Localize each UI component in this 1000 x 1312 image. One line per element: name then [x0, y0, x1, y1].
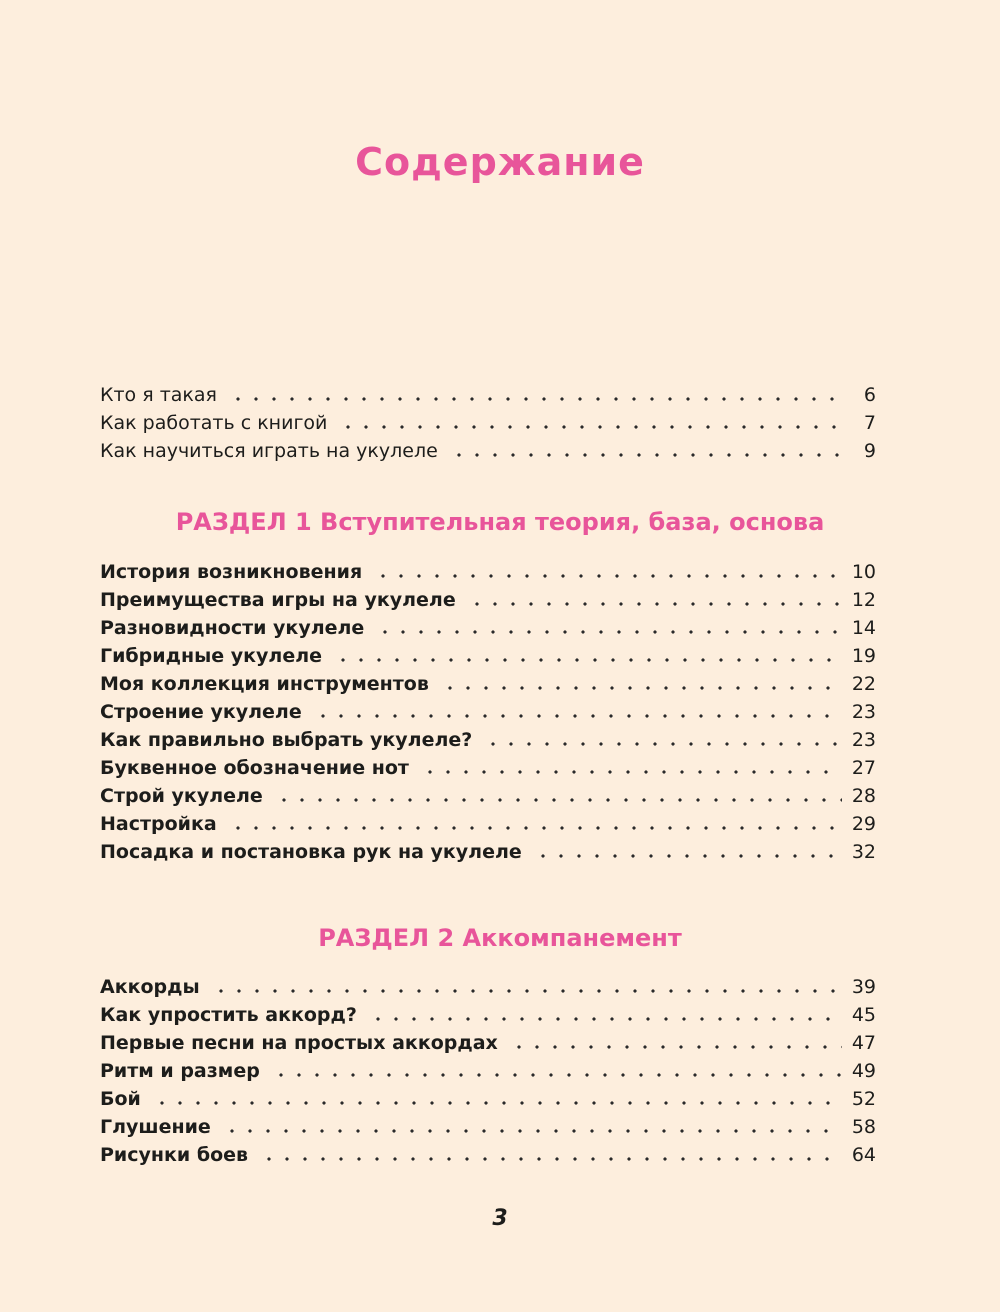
toc-entry-label: Как работать с книгой — [100, 412, 328, 434]
toc-entry[interactable] — [100, 698, 876, 726]
toc-entry[interactable] — [100, 614, 876, 642]
dot-leader — [328, 658, 842, 662]
toc-entry-label: Посадка и постановка рук на укулеле — [100, 841, 522, 863]
toc-entry-label: Ритм и размер — [100, 1060, 260, 1082]
dot-leader — [368, 574, 842, 578]
dot-leader — [206, 989, 842, 993]
toc-entry-label: Бой — [100, 1088, 141, 1110]
dot-leader — [223, 826, 842, 830]
toc-entry[interactable] — [100, 381, 876, 409]
toc-entry[interactable] — [100, 1001, 876, 1029]
toc-entry[interactable] — [100, 1085, 876, 1113]
toc-entry-page: 32 — [851, 841, 876, 863]
dot-leader — [266, 1073, 842, 1077]
dot-leader — [223, 397, 842, 401]
toc-entry[interactable] — [100, 726, 876, 754]
toc-entry-page: 6 — [863, 384, 876, 406]
toc-entry[interactable] — [100, 642, 876, 670]
toc-entry-page: 12 — [851, 589, 876, 611]
toc-entry-label: Кто я такая — [100, 384, 217, 406]
dot-leader — [308, 714, 842, 718]
toc-entry-label: Настройка — [100, 813, 217, 835]
dot-leader — [504, 1045, 842, 1049]
toc-entry[interactable] — [100, 973, 876, 1001]
toc-section-2 — [100, 973, 876, 1169]
toc-entry[interactable] — [100, 838, 876, 866]
toc-entry-label: Как упростить аккорд? — [100, 1004, 357, 1026]
dot-leader — [462, 602, 842, 606]
toc-entry-label: Как правильно выбрать укулеле? — [100, 729, 473, 751]
page-title: Содержание — [355, 140, 645, 184]
dot-leader — [478, 742, 842, 746]
toc-entry-label: История возникновения — [100, 561, 363, 583]
toc-entry-page: 23 — [851, 729, 876, 751]
section-2-heading: РАЗДЕЛ 2 Аккомпанемент — [318, 924, 682, 952]
toc-entry-label: Рисунки боев — [100, 1144, 249, 1166]
toc-entry-page: 45 — [851, 1004, 876, 1026]
toc-entry-page: 14 — [851, 617, 876, 639]
toc-entry[interactable] — [100, 1141, 876, 1169]
toc-entry-label: Гибридные укулеле — [100, 645, 323, 667]
page-number: 3 — [492, 1206, 508, 1231]
toc-section-1 — [100, 558, 876, 866]
toc-entry[interactable] — [100, 437, 876, 465]
toc-intro — [100, 381, 876, 465]
toc-entry[interactable] — [100, 782, 876, 810]
toc-entry-label: Строение укулеле — [100, 701, 302, 723]
toc-entry[interactable] — [100, 1113, 876, 1141]
toc-entry[interactable] — [100, 1029, 876, 1057]
toc-entry[interactable] — [100, 558, 876, 586]
toc-entry-page: 27 — [851, 757, 876, 779]
toc-entry-label: Разновидности укулеле — [100, 617, 365, 639]
dot-leader — [147, 1101, 842, 1105]
dot-leader — [370, 630, 842, 634]
dot-leader — [269, 798, 842, 802]
toc-entry-page: 64 — [851, 1144, 876, 1166]
toc-entry-label: Как научиться играть на укулеле — [100, 440, 438, 462]
toc-entry-label: Первые песни на простых аккордах — [100, 1032, 498, 1054]
toc-entry-label: Буквенное обозначение нот — [100, 757, 409, 779]
toc-entry[interactable] — [100, 670, 876, 698]
toc-entry-page: 52 — [851, 1088, 876, 1110]
toc-entry-page: 10 — [851, 561, 876, 583]
toc-entry[interactable] — [100, 409, 876, 437]
toc-entry[interactable] — [100, 586, 876, 614]
toc-entry-label: Строй укулеле — [100, 785, 263, 807]
toc-entry-page: 28 — [851, 785, 876, 807]
toc-entry[interactable] — [100, 1057, 876, 1085]
toc-entry-page: 22 — [851, 673, 876, 695]
dot-leader — [333, 425, 842, 429]
toc-entry-page: 7 — [863, 412, 876, 434]
dot-leader — [528, 854, 842, 858]
toc-entry-page: 19 — [851, 645, 876, 667]
section-1-heading: РАЗДЕЛ 1 Вступительная теория, база, основа — [175, 508, 825, 536]
toc-entry[interactable] — [100, 810, 876, 838]
toc-entry-page: 39 — [851, 976, 876, 998]
toc-entry-page: 29 — [851, 813, 876, 835]
dot-leader — [217, 1129, 842, 1133]
toc-entry-page: 47 — [851, 1032, 876, 1054]
dot-leader — [415, 770, 842, 774]
toc-entry-label: Глушение — [100, 1116, 211, 1138]
toc-entry-page: 9 — [863, 440, 876, 462]
dot-leader — [435, 686, 842, 690]
toc-entry-page: 23 — [851, 701, 876, 723]
toc-entry-label: Преимущества игры на укулеле — [100, 589, 456, 611]
toc-entry-page: 58 — [851, 1116, 876, 1138]
dot-leader — [254, 1157, 842, 1161]
toc-entry-label: Аккорды — [100, 976, 200, 998]
toc-entry[interactable] — [100, 754, 876, 782]
toc-entry-page: 49 — [851, 1060, 876, 1082]
dot-leader — [444, 453, 842, 457]
toc-entry-label: Моя коллекция инструментов — [100, 673, 429, 695]
dot-leader — [363, 1017, 842, 1021]
